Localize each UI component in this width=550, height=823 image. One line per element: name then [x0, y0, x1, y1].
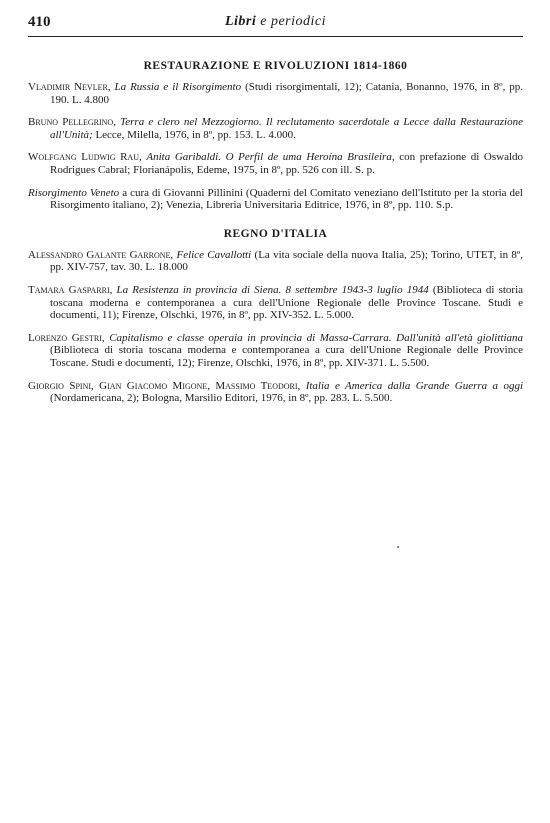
- page-number: 410: [28, 14, 51, 30]
- entry-details: con prefazione di Oswaldo Rodrigues Cabral; Florianápolis, Edeme, 1975, in 8º, pp. 526 con ill. S. p.: [50, 151, 524, 176]
- entry-details: a cura di Giovanni Pillinini (Quaderni del Comitato veneziano dell'Istituto per la storia del Risorgimento italiano, 2); Venezia, Libreria Universitaria Editrice, 1976, in 8º, pp. 110. S.p.: [50, 186, 523, 212]
- entry-details: Lecce, Milella, 1976, in 8º, pp. 153. L. 4.000.: [95, 128, 296, 141]
- entry-title: Capitalismo e classe operaia in provincia di Massa-Carrara. Dall'unità all'età giolittiana: [109, 331, 523, 344]
- bibliography-entry: [28, 116, 523, 141]
- entry-details: (Biblioteca di storia toscana moderna e contemporanea a cura dell'Unione Regionale delle Province Toscane. Studi e documenti, 11); Firenze, Olschki, 1976, in 8º, pp. XIV-352. L. 5.000.: [50, 283, 524, 322]
- bibliography-entry: [28, 332, 523, 370]
- print-speck: [397, 546, 399, 548]
- bibliography-entry: [28, 249, 523, 274]
- entry-title: La Resistenza in provincia di Siena. 8 settembre 1943-3 luglio 1944: [116, 283, 429, 296]
- entry-details: (Nordamericana, 2); Bologna, Marsilio Editori, 1976, in 8º, pp. 283. L. 5.500.: [50, 392, 393, 405]
- section-regno-italia: [28, 228, 523, 405]
- entry-details: (La vita sociale della nuova Italia, 25); Torino, UTET, in 8º, pp. XIV-757, tav. 30. L. 18.000: [50, 248, 524, 274]
- entry-details: (Studi risorgimentali, 12); Catania, Bonanno, 1976, in 8º, pp. 190. L. 4.800: [50, 81, 524, 106]
- page-header: [28, 14, 523, 37]
- entry-author: Vladimir Nevler,: [28, 81, 111, 93]
- entry-author: Bruno Pellegrino,: [28, 116, 116, 129]
- section-restaurazione: [28, 60, 523, 212]
- section-heading: RESTAURAZIONE E RIVOLUZIONI 1814-1860: [143, 60, 408, 72]
- entry-author: Tamara Gasparri,: [28, 283, 113, 296]
- entry-title: Italia e America dalla Grande Guerra a oggi: [305, 379, 524, 392]
- entry-title: Anita Garibaldi. O Perfil de uma Heroína Brasileira,: [146, 151, 395, 164]
- entry-author: Lorenzo Gestri,: [28, 331, 105, 344]
- page-content: [28, 60, 523, 415]
- running-title: [28, 14, 523, 30]
- bibliography-entry: [28, 187, 523, 212]
- bibliography-entry: [28, 81, 523, 106]
- bibliography-entry: [28, 151, 523, 176]
- running-title-rest: e periodici: [260, 14, 327, 29]
- entry-title: Terra e clero nel Mezzogiorno. Il reclutamento sacerdotale a Lecce dalla Restaurazione all'Unità;: [50, 116, 523, 141]
- bibliography-entry: [28, 380, 523, 405]
- entry-author: Wolfgang Ludwig Rau,: [28, 151, 142, 164]
- entry-title: Felice Cavallotti: [176, 248, 252, 261]
- bibliography-entry: [28, 284, 523, 322]
- section-heading: REGNO D'ITALIA: [223, 227, 328, 240]
- entry-title: La Russia e il Risorgimento: [114, 81, 242, 93]
- entry-author: Giorgio Spini, Gian Giacomo Migone, Massimo Teodori,: [28, 379, 301, 392]
- running-title-main: Libri: [224, 14, 257, 29]
- entry-title: Risorgimento Veneto: [28, 186, 120, 199]
- entry-author: Alessandro Galante Garrone,: [28, 248, 174, 261]
- entry-details: (Biblioteca di storia toscana moderna e contemporanea a cura dell'Unione Regionale delle Province Toscane. Studi e documenti, 12); Firenze, Olschki, 1976, in 8º, pp. XIV-371. L. 5.500.: [50, 344, 523, 369]
